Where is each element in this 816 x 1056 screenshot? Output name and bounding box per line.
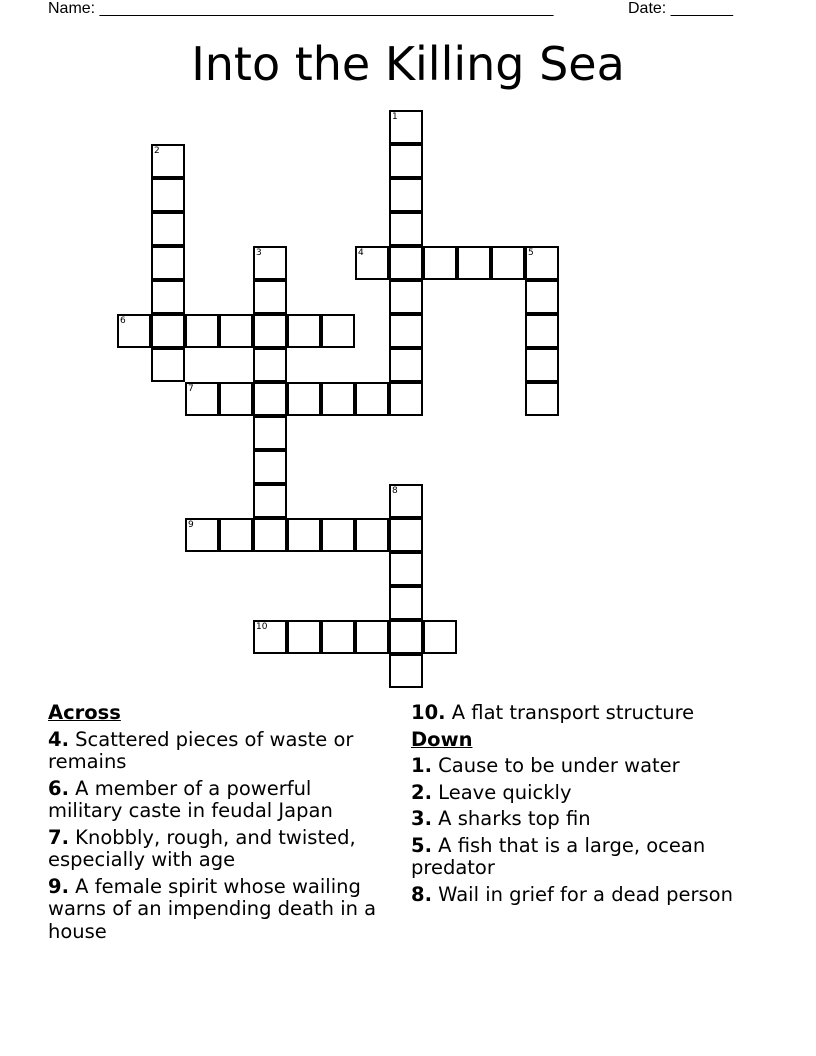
grid-cell[interactable] — [491, 246, 525, 280]
clue-text: A fish that is a large, ocean predator — [411, 833, 706, 879]
grid-cell[interactable] — [253, 518, 287, 552]
grid-cell[interactable] — [151, 144, 185, 178]
clue-number: 7. — [48, 825, 69, 849]
grid-cell[interactable] — [389, 484, 423, 518]
across-clues — [48, 702, 388, 947]
grid-cell[interactable] — [287, 382, 321, 416]
grid-cell[interactable] — [321, 620, 355, 654]
grid-cell[interactable] — [423, 246, 457, 280]
grid-cell[interactable] — [151, 314, 185, 348]
clue-text: A flat transport structure — [445, 701, 695, 724]
puzzle-title: Into the Killing Sea — [191, 37, 625, 91]
grid-cell[interactable] — [151, 246, 185, 280]
grid-cell[interactable] — [151, 178, 185, 212]
grid-cell[interactable] — [253, 348, 287, 382]
name-line[interactable]: Name: ___________________________________________________ — [48, 0, 554, 17]
grid-cell[interactable] — [389, 246, 423, 280]
across-heading: Across — [48, 701, 121, 724]
clue-text: A female spirit whose wailing warns of an impending death in a house — [48, 874, 377, 943]
grid-cell[interactable] — [525, 246, 559, 280]
down-clues — [411, 702, 771, 910]
grid-cell[interactable] — [389, 654, 423, 688]
clue-text: Wail in grief for a dead person — [431, 882, 733, 906]
clue-number: 4. — [48, 727, 69, 751]
clue-number: 1. — [411, 754, 432, 777]
grid-cell[interactable] — [151, 280, 185, 314]
cell-number: 1 — [392, 112, 398, 122]
clue-across-4 — [48, 729, 388, 774]
clue-down-8 — [411, 884, 771, 907]
grid-cell[interactable] — [253, 314, 287, 348]
clue-number: 2. — [411, 780, 432, 804]
clue-text: A member of a powerful military caste in feudal Japan — [48, 776, 333, 822]
grid-cell[interactable] — [117, 314, 151, 348]
clue-down-2 — [411, 782, 771, 805]
grid-cell[interactable] — [389, 280, 423, 314]
grid-cell[interactable] — [355, 246, 389, 280]
grid-cell[interactable] — [423, 620, 457, 654]
grid-cell[interactable] — [219, 382, 253, 416]
grid-cell[interactable] — [389, 212, 423, 246]
grid-cell[interactable] — [253, 382, 287, 416]
clue-number: 10. — [411, 701, 446, 724]
grid-cell[interactable] — [321, 518, 355, 552]
cell-number: 5 — [528, 248, 534, 258]
grid-cell[interactable] — [151, 212, 185, 246]
cell-number: 9 — [188, 520, 194, 530]
clue-text: Knobbly, rough, and twisted, especially with age — [48, 825, 356, 871]
grid-cell[interactable] — [287, 620, 321, 654]
grid-cell[interactable] — [151, 348, 185, 382]
grid-cell[interactable] — [253, 280, 287, 314]
cell-number: 3 — [256, 248, 262, 258]
cell-number: 8 — [392, 486, 398, 496]
clue-down-5 — [411, 835, 771, 880]
grid-cell[interactable] — [389, 314, 423, 348]
grid-cell[interactable] — [185, 382, 219, 416]
grid-cell[interactable] — [355, 620, 389, 654]
grid-cell[interactable] — [389, 178, 423, 212]
grid-cell[interactable] — [525, 382, 559, 416]
grid-cell[interactable] — [185, 314, 219, 348]
grid-cell[interactable] — [219, 314, 253, 348]
clue-across-10 — [411, 702, 771, 725]
down-heading: Down — [411, 727, 473, 751]
clue-number: 9. — [48, 874, 69, 898]
cell-number: 7 — [188, 384, 194, 394]
clue-down-1 — [411, 755, 771, 778]
clue-text: Leave quickly — [431, 780, 572, 804]
grid-cell[interactable] — [389, 620, 423, 654]
clue-down-3 — [411, 808, 771, 831]
cell-number: 10 — [256, 622, 268, 632]
grid-cell[interactable] — [287, 314, 321, 348]
grid-cell[interactable] — [525, 348, 559, 382]
grid-cell[interactable] — [389, 518, 423, 552]
clue-number: 5. — [411, 833, 432, 857]
grid-cell[interactable] — [253, 620, 287, 654]
clue-text: Cause to be under water — [431, 754, 680, 777]
grid-cell[interactable] — [253, 416, 287, 450]
cell-number: 2 — [154, 146, 160, 156]
grid-cell[interactable] — [185, 518, 219, 552]
clue-across-9 — [48, 876, 388, 944]
grid-cell[interactable] — [321, 314, 355, 348]
grid-cell[interactable] — [525, 280, 559, 314]
clue-number: 3. — [411, 807, 432, 830]
grid-cell[interactable] — [389, 382, 423, 416]
grid-cell[interactable] — [389, 110, 423, 144]
clue-across-6 — [48, 778, 388, 823]
grid-cell[interactable] — [219, 518, 253, 552]
cell-number: 6 — [120, 316, 126, 326]
date-line[interactable]: Date: _______ — [628, 0, 733, 17]
grid-cell[interactable] — [389, 586, 423, 620]
grid-cell[interactable] — [525, 314, 559, 348]
grid-cell[interactable] — [355, 382, 389, 416]
clue-text: Scattered pieces of waste or remains — [48, 727, 354, 773]
grid-cell[interactable] — [253, 450, 287, 484]
grid-cell[interactable] — [389, 552, 423, 586]
clue-number: 8. — [411, 882, 432, 906]
clue-across-7 — [48, 827, 388, 872]
grid-cell[interactable] — [457, 246, 491, 280]
grid-cell[interactable] — [389, 348, 423, 382]
cell-number: 4 — [358, 248, 364, 258]
grid-cell[interactable] — [389, 144, 423, 178]
grid-cell[interactable] — [253, 246, 287, 280]
clue-text: A sharks top fin — [431, 807, 591, 830]
grid-cell[interactable] — [253, 484, 287, 518]
grid-cell[interactable] — [287, 518, 321, 552]
clue-number: 6. — [48, 776, 69, 800]
grid-cell[interactable] — [321, 382, 355, 416]
grid-cell[interactable] — [355, 518, 389, 552]
